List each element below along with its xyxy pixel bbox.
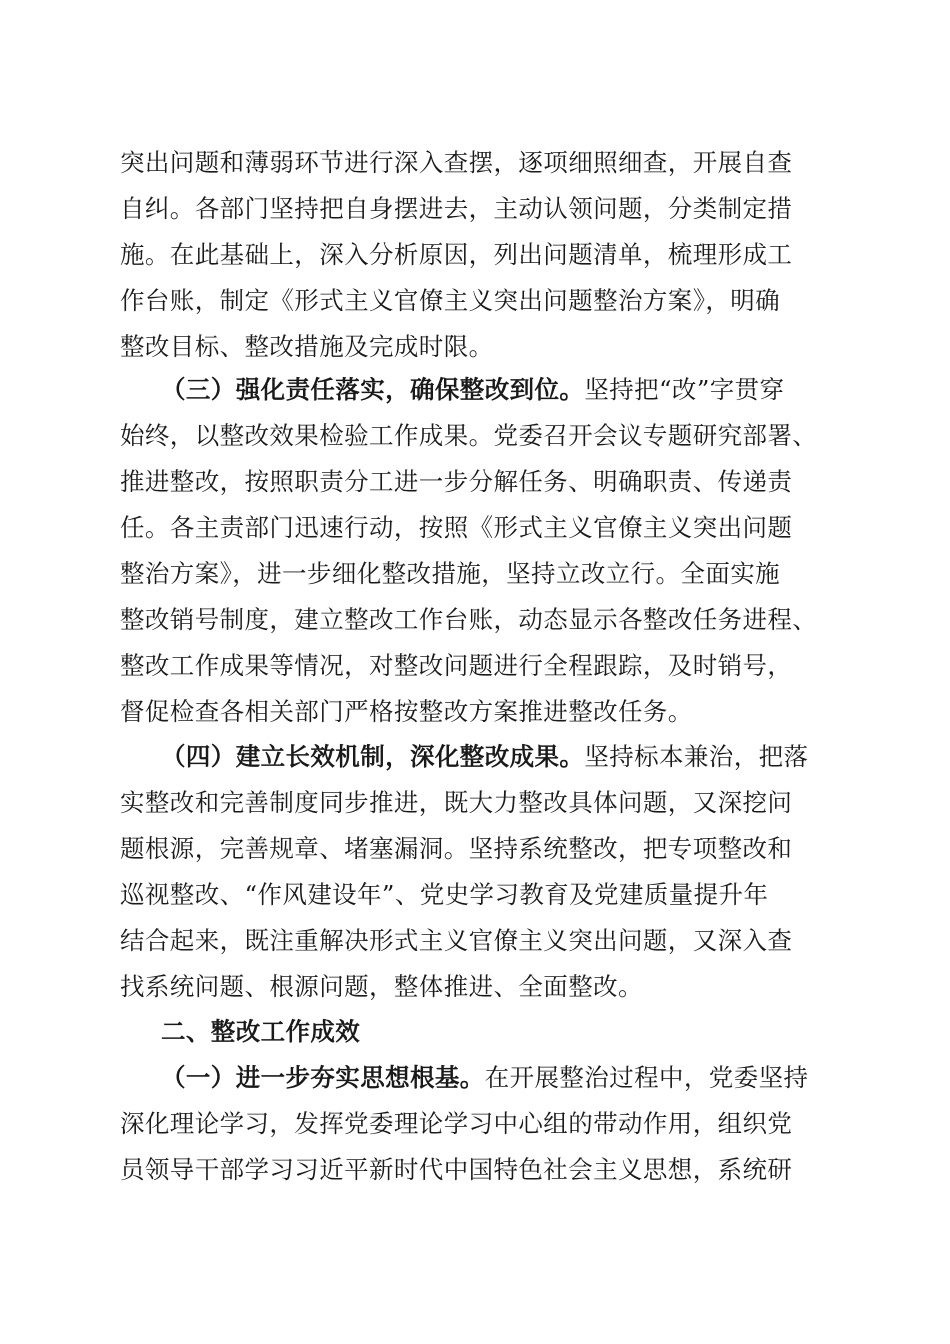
p2-first-rest: 坚持把“改”字贯穿 [584,375,785,404]
p3-lead-heading: （四）建立长效机制，深化整改成果。 [161,742,585,771]
p2-line-7: 整改工作成果等情况，对整改问题进行全程跟踪，及时销号， [120,651,793,680]
p3-line-5: 结合起来，既注重解决形式主义官僚主义突出问题，又深入查 [120,926,793,955]
p2-line-2: 始终，以整改效果检验工作成果。党委召开会议专题研究部署、 [120,421,818,450]
p1-line-1: 突出问题和薄弱环节进行深入查摆，逐项细照细查，开展自查 [120,148,793,177]
p2-line-6: 整改销号制度，建立整改工作台账，动态显示各整改任务进程、 [120,605,818,634]
p1-line-2: 自纠。各部门坚持把自身摆进去，主动认领问题，分类制定措 [120,194,793,223]
p1-line-5: 整改目标、整改措施及完成时限。 [120,332,494,361]
section-heading: 二、整改工作成效 [161,1017,361,1046]
p4-lead-heading: （一）进一步夯实思想根基。 [161,1063,485,1092]
p4-first-line [161,1056,808,1100]
p1-line-3: 施。在此基础上，深入分析原因，列出问题清单，梳理形成工 [120,240,793,269]
p3-line-4: 巡视整改、“作风建设年”、党史学习教育及党建质量提升年 [120,880,769,909]
p4-first-rest: 在开展整治过程中，党委坚持 [484,1063,809,1092]
p2-line-5: 整治方案》，进一步细化整改措施，坚持立改立行。全面实施 [120,559,781,588]
p2-first-line [161,368,784,412]
p3-line-6: 找系统问题、根源问题，整体推进、全面整改。 [120,972,643,1001]
p2-line-4: 任。各主责部门迅速行动，按照《形式主义官僚主义突出问题 [120,513,793,542]
p2-lead-heading: （三）强化责任落实，确保整改到位。 [161,375,585,404]
p3-first-line [161,735,808,779]
p2-line-8: 督促检查各相关部门严格按整改方案推进整改任务。 [120,697,693,726]
p3-line-2: 实整改和完善制度同步推进，既大力整改具体问题，又深挖问 [120,788,793,817]
p1-line-4: 作台账，制定《形式主义官僚主义突出问题整治方案》，明确 [120,286,781,315]
p3-line-3: 题根源，完善规章、堵塞漏洞。坚持系统整改，把专项整改和 [120,834,793,863]
p2-line-3: 推进整改，按照职责分工进一步分解任务、明确职责、传递责 [120,467,793,496]
p3-first-rest: 坚持标本兼治，把落 [584,742,809,771]
p4-line-2: 深化理论学习，发挥党委理论学习中心组的带动作用，组织党 [120,1109,793,1138]
p4-line-3: 员领导干部学习习近平新时代中国特色社会主义思想，系统研 [120,1155,793,1184]
